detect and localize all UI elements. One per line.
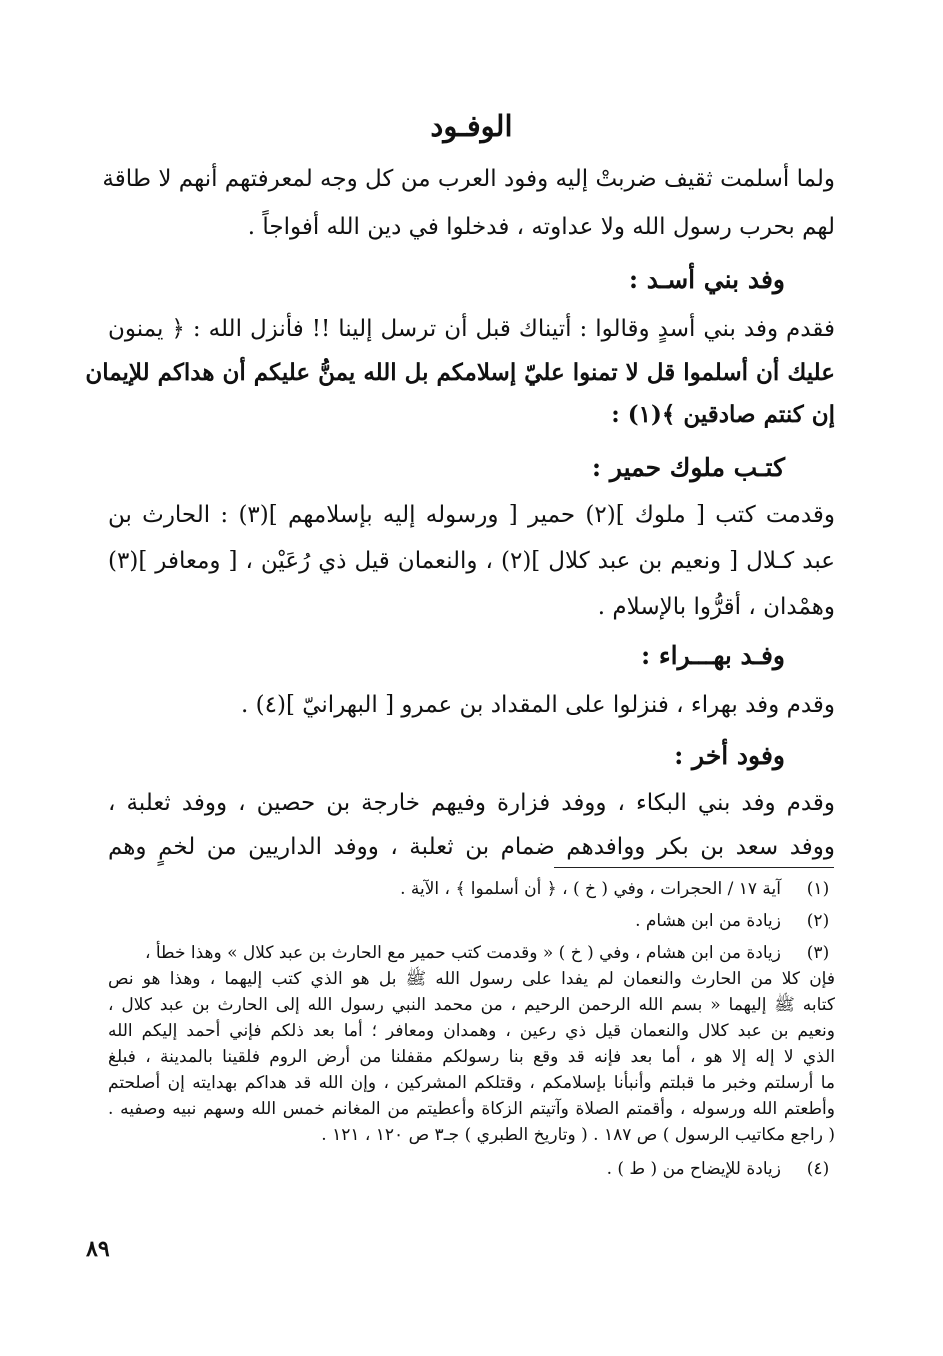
footnote-3-line-6: ما أرسلتم وخبر ما قبلتم وأنبأنا بإسلامكم ، وقتلكم المشركين ، وإن الله قد هداكم بهدايته إن أصلحتم xyxy=(108,1073,835,1093)
heading-himyar: كتـب ملوك حمير : xyxy=(591,453,785,482)
footnote-text: آية ١٧ / الحجرات ، وفي ( خ ) ، ﴿ أن أسلموا ﴾ ، الآية . xyxy=(400,879,781,899)
footnote-number: (٤) xyxy=(806,1159,830,1179)
footnote-number: (١) xyxy=(806,879,830,899)
footnote-3-line-8: ( راجع مكاتيب الرسول ) ص ١٨٧ . ( وتاريخ الطبري ) جـ٣ ص ١٢٠ ، ١٢١ . xyxy=(321,1125,835,1145)
page-title: الوفـود xyxy=(430,109,513,143)
bani-asad-line-3: إن كنتم صادقين ﴾(١) : xyxy=(611,401,835,428)
footnote-separator xyxy=(554,867,834,868)
footnote-number: (٣) xyxy=(806,943,830,963)
intro-line-1: ولما أسلمت ثقيف ضربتْ إليه وفود العرب من كل وجه لمعرفتهم أنهم لا طاقة xyxy=(102,166,835,192)
himyar-line-2: عبد كـلال [ ونعيم بن عبد كلال ](٢) ، والنعمان قيل ذي رُعَيْن ، [ ومعافر ](٣) xyxy=(108,548,835,574)
bahra-line-1: وقدم وفد بهراء ، فنزلوا على المقداد بن عمرو [ البهرانيّ ](٤) . xyxy=(241,692,835,718)
footnote-3-line-7: وأطعتم الله ورسوله ، وأقمتم الصلاة وآتيتم الزكاة وأعطيتم من المغانم خمس الله وسهم نبيه وصفيه . xyxy=(108,1099,835,1119)
footnote-3-line-2: فإن كلا من الحارث والنعمان لم يفدا على رسول الله ﷺ بل هو الذي كتب إليهما ، وهذا هو نص xyxy=(108,969,835,989)
heading-others: وفود أخر : xyxy=(674,741,785,770)
heading-bahra: وفـد بهـــراء : xyxy=(640,641,785,670)
page-number: ٨٩ xyxy=(86,1236,110,1262)
footnote-text: زيادة للإيضاح من ( ط ) . xyxy=(606,1159,781,1179)
bani-asad-line-2: عليك أن أسلموا قل لا تمنوا عليّ إسلامكم بل الله يمنُّ عليكم أن هداكم للإيمان xyxy=(85,359,835,386)
others-line-1: وقدم وفد بني البكاء ، ووفد فزارة وفيهم خارجة بن حصين ، ووفد ثعلبة ، xyxy=(108,790,835,816)
footnote-text: زيادة من ابن هشام . xyxy=(635,911,781,931)
intro-line-2: لهم بحرب رسول الله ولا عداوته ، فدخلوا في دين الله أفواجاً . xyxy=(247,214,835,240)
footnote-3-line-3: كتابه ﷺ إليهما « بسم الله الرحمن الرحيم ، من محمد النبي رسول الله إلى الحارث بن عبد كلال ، xyxy=(108,995,835,1015)
footnote-text: زيادة من ابن هشام ، وفي ( خ ) « وقدمت كتب حمير مع الحارث بن عبد كلال » وهذا خطأ ، xyxy=(144,943,781,963)
bani-asad-line-1: فقدم وفد بني أسدٍ وقالوا : أتيناك قبل أن ترسل إلينا !! فأنزل الله : ﴿ يمنون xyxy=(108,316,835,342)
footnote-3-line-5: الذي لا إله إلا هو ، أما بعد فإنه قد وقع بنا رسولكم مقفلنا من أرض الروم فلقينا بالمدينة ، فبلغ xyxy=(108,1047,835,1067)
footnote-3-line-4: ونعيم بن عبد كلال والنعمان قيل ذي رعين ، وهمدان ومعافر ؛ أما بعد ذلكم فإني أحمد إليكم الله xyxy=(108,1021,835,1041)
others-line-2: ووفد سعد بن بكر ووافدهم ضمام بن ثعلبة ، ووفد الداريين من لخمٍ وهم xyxy=(108,834,835,860)
himyar-line-3: وهمْدان ، أقرُّوا بالإسلام . xyxy=(597,594,835,620)
heading-bani-asad: وفد بني أسـد : xyxy=(628,265,785,294)
himyar-line-1: وقدمت كتب [ ملوك ](٢) حمير [ ورسوله إليه بإسلامهم ](٣) : الحارث بن xyxy=(108,502,836,528)
footnote-number: (٢) xyxy=(806,911,830,931)
